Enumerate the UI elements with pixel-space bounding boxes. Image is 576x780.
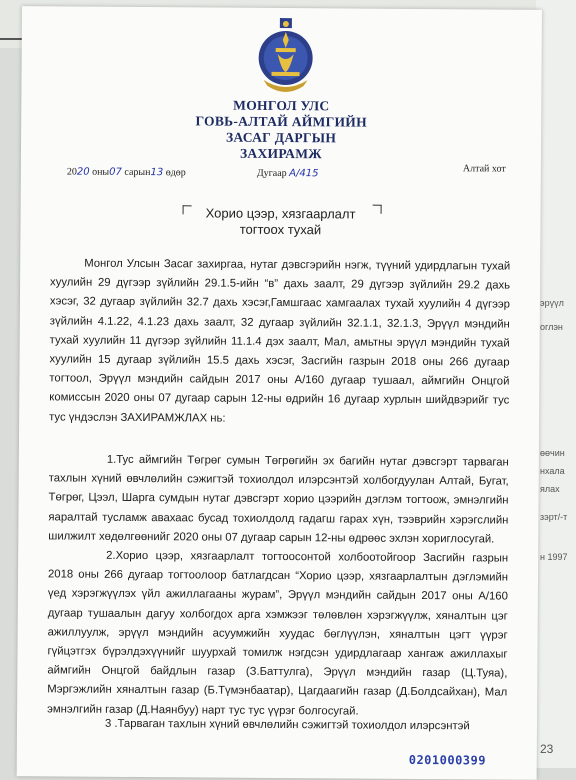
date-year-handwritten: 20 [76,166,90,178]
order-number [257,168,319,179]
date-month-suffix: сарын [121,166,151,179]
date-year-prefix: 20 [66,166,77,178]
state-emblem-icon [255,18,316,104]
bg-text-4: нхала [540,466,565,476]
order-number-handwritten: А/415 [289,168,319,180]
paragraph-item-3: 3 .Тарваган тахлын хүний өвчлөлийн сэжигтэй тохиолдол илэрсэнтэй [104,717,470,733]
bg-text-3: өөчин [540,448,565,458]
order-city: Алтай хот [462,163,506,175]
bg-text-2: оглэн [540,322,563,332]
bg-text-7: н 1997 [540,552,568,562]
paragraph-item-2: 2.Хорио цээр, хязгаарлалт тогтоосонтой холбоотойгоор Засгийн газрын 2018 оны 266 дугаар тогтоолоор батлагдсан “Хорио цээр, хязгаарлалтын дэглэмийн үед хэрэгжүүлэх үйл ажиллагааны журам”, Эрүүл мэндийн сайдын 2017 оны А/160 дугаар тушаалын дагуу холбогдох арга хэмжээг төлөвлөн хэрэгжүүлж, хяналтын цэг ажиллуулж, эрүүл мэндийн асуумжийн хуудас бөглүүлэн, хяналтын цэгт үүрэг гүйцэтгэх бүрэлдэхүүнийг шуурхай томилж нэгдсэн удирдлагаар хангаж ажиллахыг аймгийн Онцгой байдлын газар (З.Баттулга), Эрүүл мэндийн газар (Ц.Туяа), Мэргэжлийн хяналтын газар (Б.Түмэнбаатар), Цагдаагийн газар (Д.Болдсайхан), Мал эмнэлгийн газар (Д.Наянбуу) нарт тус тус үүрэг болгосугай. [47,549,509,718]
bg-text-1: эрүүл [540,298,564,308]
background-document-right [536,0,576,768]
header-line-governor: ЗАСАГ ДАРГЫН [225,129,337,146]
paragraph-item-1: 1.Тус аймгийн Төгрөг сумын Төгрөгийн эх багийн нутаг дэвсгэрт тарваган тахлын хүний өвчлөлийн сэжигтэй тохиолдол илэрсэнтэй холбогдуулан Алтай, Бугат, Төгрөг, Цээл, Шарга сумдын нутаг дэвсгэрт хорио цээрийн дэглэм тогтоож, эмнэлгийн яаралтай тусламж авахаас бусад тохиолдолд гадагш гарах хүн, тээврийн хэрэгслийн шилжилт хөдөлгөөнийг 2020 оны 07 дугаар сарын 12-ны өдрөөс эхлэн хориглосугай. [48,453,509,546]
bg-text-6: зэрт/-т [540,512,568,522]
order-number-label: Дугаар [256,167,290,180]
bg-text-5: ялах [540,484,560,494]
serial-number-stamp: 0201000399 [408,752,487,768]
order-title-line-2: тогтоох тухай [239,221,322,238]
paragraph-intro: Монгол Улсын Засаг захиргаа, нутаг дэвсгэрийн нэгж, түүний удирдлагын тухай хуулийн 29 дүгээр зүйлийн 29.1.5-ийн “в” дахь заалт, 29 дүгээр зүйлийн 29.2 дахь хэсэг, 32 дугаар зүйлийн 32.7 дахь хэсэг,Гамшгаас хамгаалах тухай хуулийн 4 дүгээр зүйлийн 4.1.22, 4.1.23 дахь заалт, 32 дугаар зүйлийн 32.1.1, 32.1.3, Эрүүл мэндийн тухай хуулийн 11 дүгээр зүйлийн 11.1.4 дэх заалт, Мал, амьтны эрүүл мэндийн тухай хуулийн 15 дугаар зүйлийн 15.5 дахь хэсэг, Засгийн газрын 2018 оны 266 дугаар тогтоол, Эрүүл мэндийн сайдын 2017 оны А/160 дугаар тушаал, аймгийн Онцгой комиссын 2020 оны 07 дугаар сарын 12-ны өдрийн 16 дугаар хурлын шийдвэрийг тус тус үндэслэн ЗАХИРАМЖЛАХ нь: [49,257,511,425]
bg-text-8: 23 [540,742,554,756]
header-line-country: МОНГОЛ УЛС [233,97,330,114]
order-title-line-1: Хорио цээр, хязгаарлалт [205,205,356,222]
date-day-suffix: өдөр [163,167,186,179]
document-page [17,6,542,780]
date-month-handwritten: 07 [109,166,122,178]
date-year-suffix: оны [89,166,110,178]
date-day-handwritten: 13 [150,167,164,179]
header-line-order: ЗАХИРАМЖ [239,145,322,162]
order-date [67,167,186,179]
header-line-province: ГОВЬ-АЛТАЙ АЙМГИЙН [195,113,367,130]
